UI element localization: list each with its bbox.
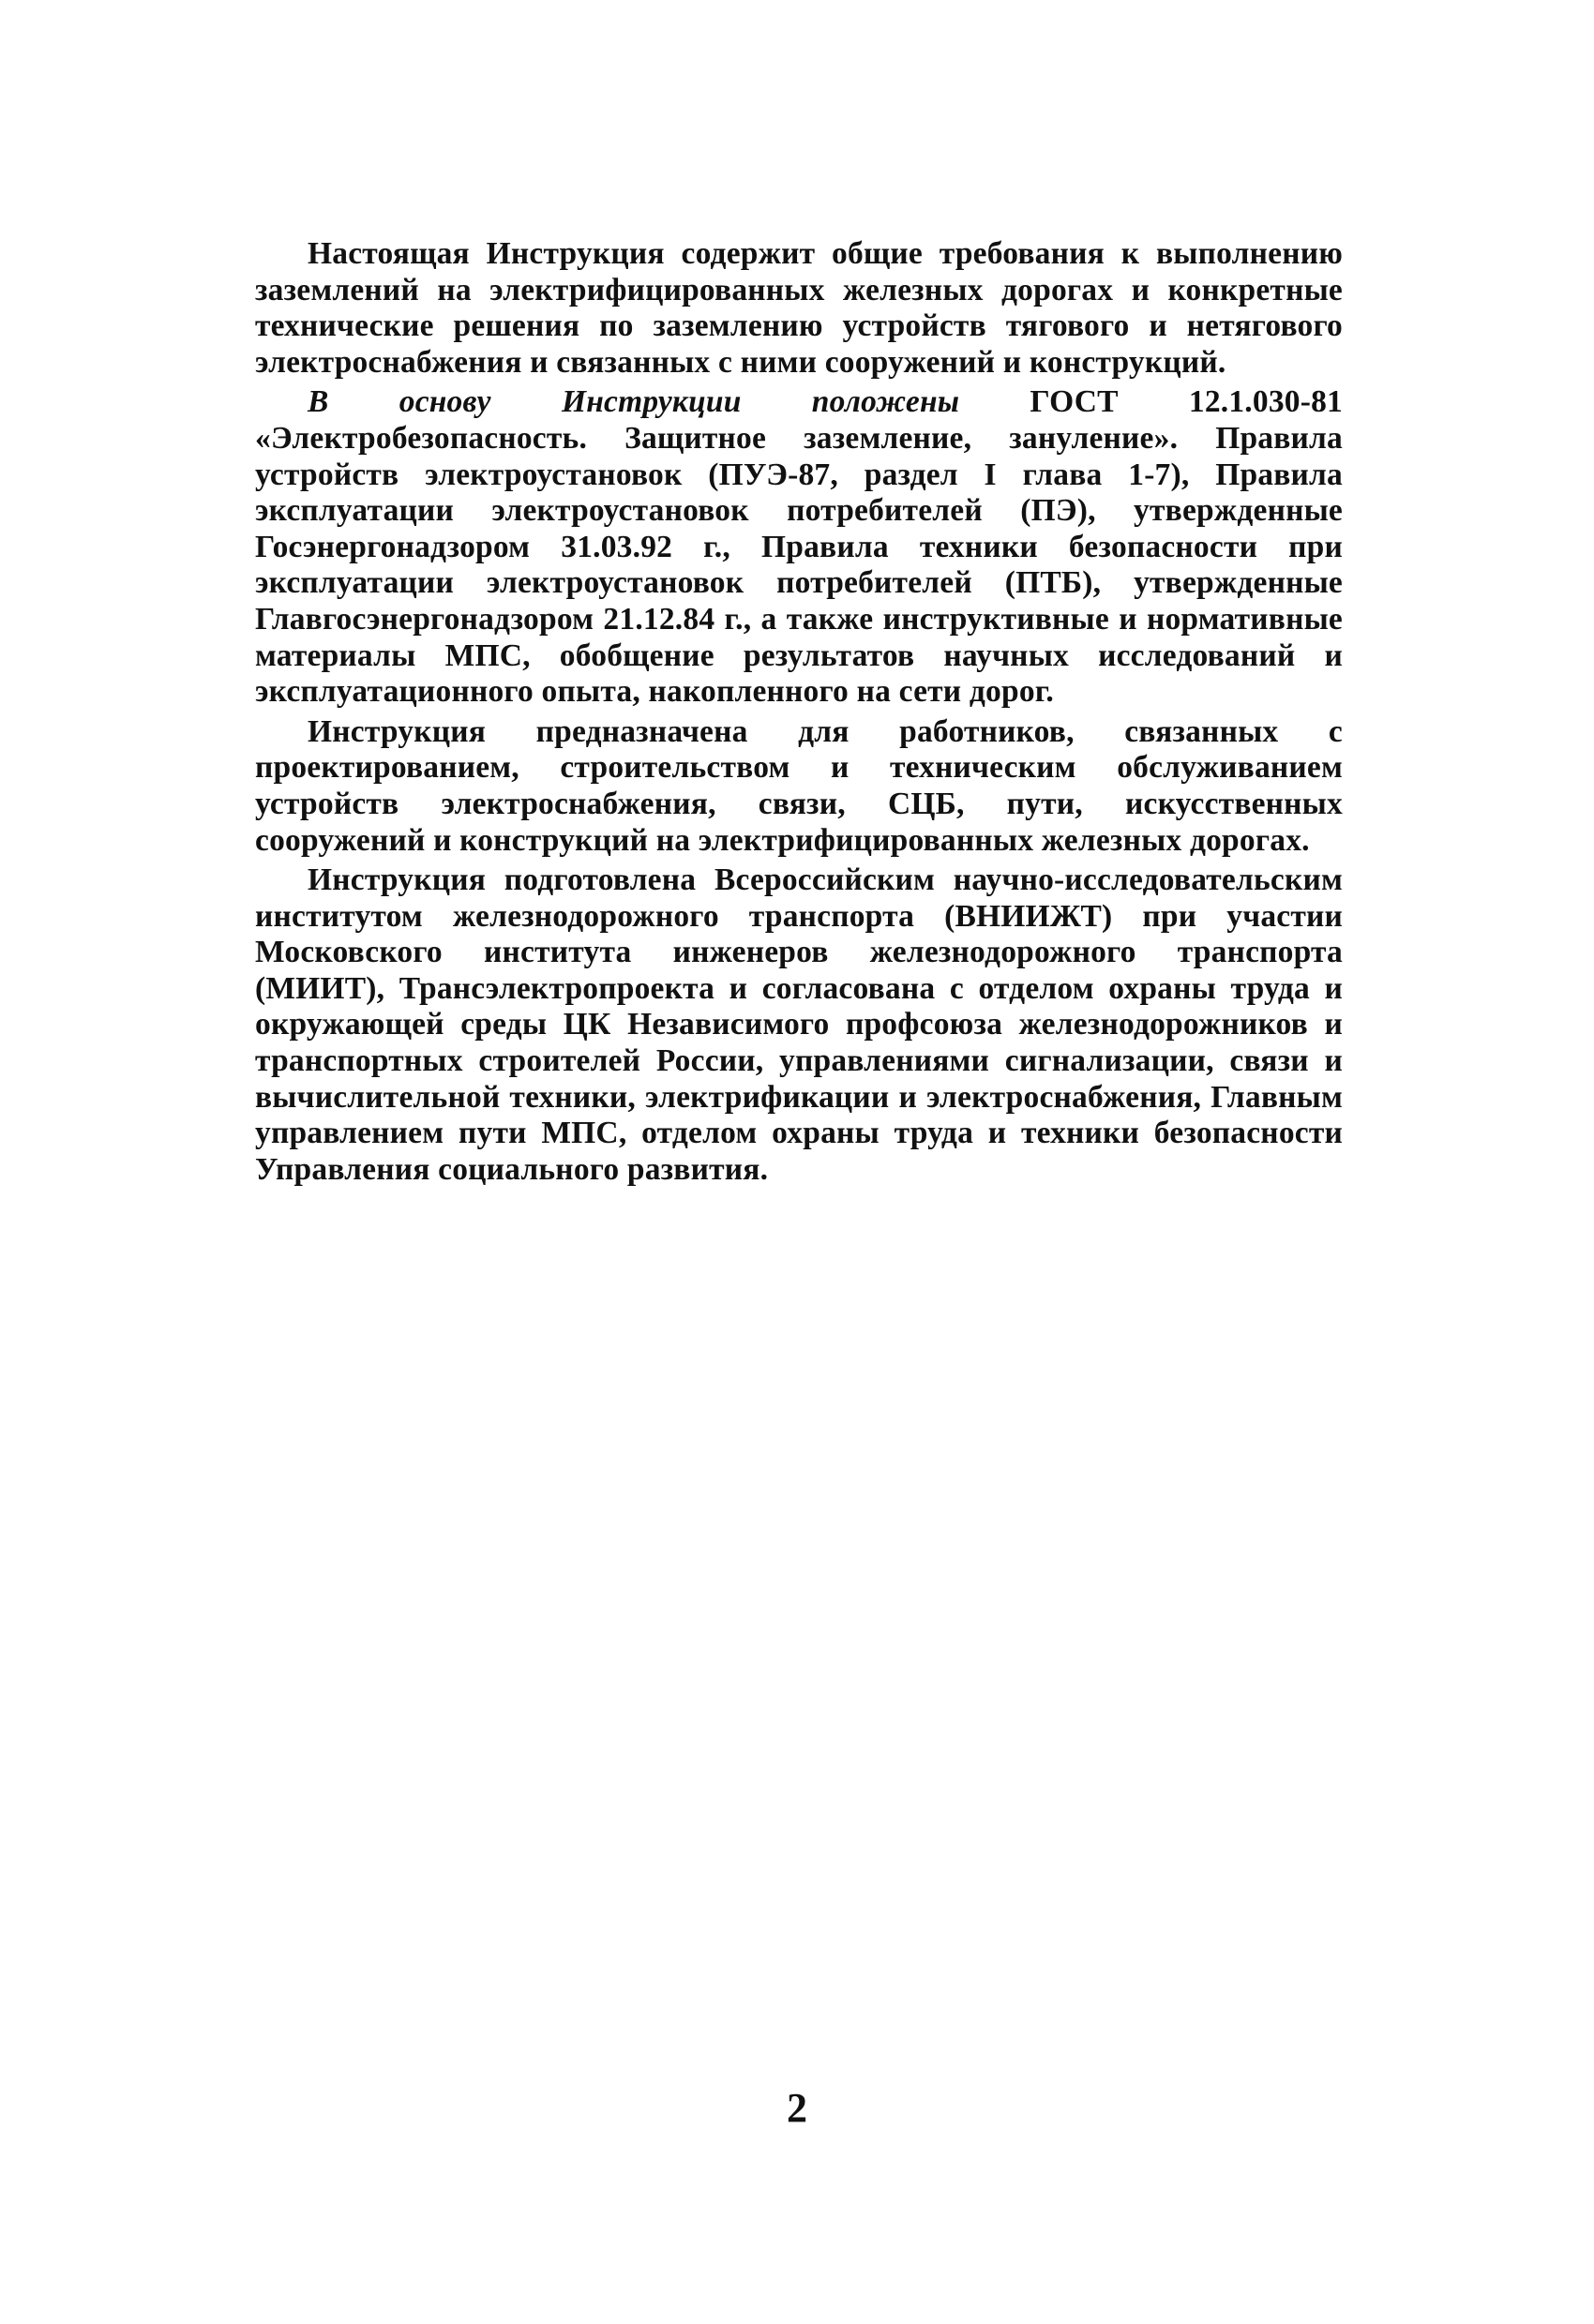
- paragraph-authors: [255, 862, 1343, 1188]
- paragraph-audience-text: Инструкция предназначена для работников, связанных с проектированием, строительством и техническим обслуживанием устройств электроснабжения, связи, СЦБ, пути, искусственных сооружений и конструкций на электрифицированных железных дорогах.: [255, 713, 1343, 858]
- paragraph-basis: [255, 384, 1343, 710]
- body-text: [255, 236, 1343, 1192]
- paragraph-basis-lead: В основу Инструкции положены: [308, 384, 960, 420]
- paragraph-purpose-text: Настоящая Инструкция содержит общие требования к выполнению заземлений на электрифицированных железных дорогах и конкретные технические решения по заземлению устройств тягового и нетягового электроснабжения и связанных с ними сооружений и конструкций.: [255, 236, 1343, 380]
- paragraph-authors-text: Инструкция подготовлена Всероссийским научно-исследовательским институтом железнодорожного транспорта (ВНИИЖТ) при участии Московского института инженеров железнодорожного транспорта (МИИТ), Трансэлектропроекта и согласована с отделом охраны труда и окружающей среды ЦК Независимого профсоюза железнодорожников и транспортных строителей России, управлениями сигнализации, связи и вычислительной техники, электрификации и электроснабжения, Главным управлением пути МПС, отделом охраны труда и техники безопасности Управления социального развития.: [255, 862, 1343, 1187]
- paragraph-purpose: [255, 236, 1343, 381]
- paragraph-audience: [255, 714, 1343, 859]
- page-number: 2: [787, 2085, 807, 2131]
- paragraph-basis-text: ГОСТ 12.1.030-81 «Электробезопасность. Защитное заземление, зануление». Правила устройств электроустановок (ПУЭ-87, раздел I глава 1-7), Правила эксплуатации электроустановок потребителей (ПЭ), утвержденные Госэнергонадзором 31.03.92 г., Правила техники безопасности при эксплуатации электроустановок потребителей (ПТБ), утвержденные Главгосэнергонадзором 21.12.84 г., а также инструктивные и нормативные материалы МПС, обобщение результатов научных исследований и эксплуатационного опыта, накопленного на сети дорог.: [255, 384, 1343, 710]
